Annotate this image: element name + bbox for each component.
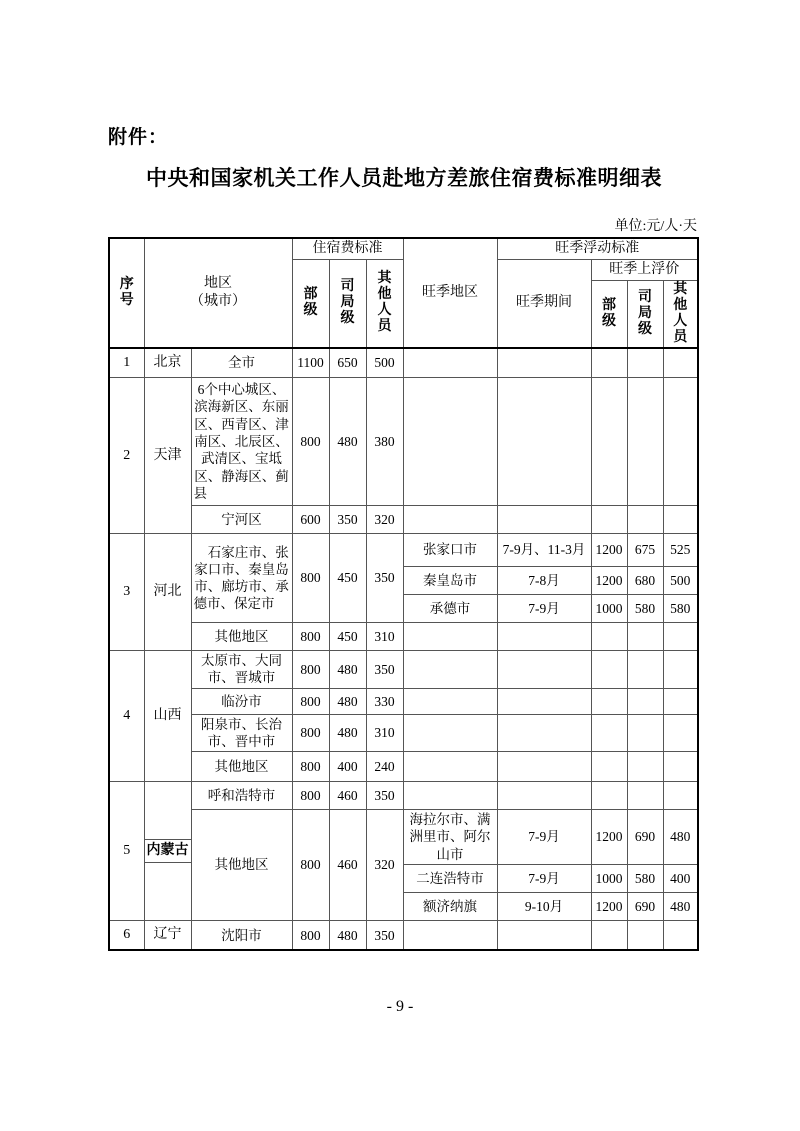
cell-minister: 800 bbox=[292, 688, 329, 714]
cell-city: 全市 bbox=[191, 348, 292, 378]
cell-peak-period bbox=[497, 348, 591, 378]
cell-peak-period bbox=[497, 714, 591, 752]
cell-peak-minister: 1200 bbox=[591, 892, 627, 920]
cell-city: 太原市、大同市、晋城市 bbox=[191, 651, 292, 689]
cell-minister: 800 bbox=[292, 623, 329, 651]
cell-peak-bureau bbox=[627, 348, 663, 378]
unit-note: 单位:元/人·天 bbox=[614, 219, 697, 234]
cell-seq: 5 bbox=[109, 782, 144, 921]
cell-peak-period bbox=[497, 378, 591, 506]
cell-province: 河北 bbox=[144, 534, 191, 651]
cell-peak-other bbox=[663, 378, 698, 506]
cell-minister: 800 bbox=[292, 920, 329, 950]
cell-peak-bureau: 580 bbox=[627, 595, 663, 623]
cell-peak-other: 525 bbox=[663, 534, 698, 567]
header-row-1 bbox=[109, 238, 698, 259]
cell-peak-minister bbox=[591, 378, 627, 506]
cell-peak-period: 7-9月、11-3月 bbox=[497, 534, 591, 567]
cell-peak-region bbox=[403, 752, 497, 782]
cell-province: 辽宁 bbox=[144, 920, 191, 950]
cell-peak-other bbox=[663, 651, 698, 689]
cell-minister: 800 bbox=[292, 752, 329, 782]
province-split bbox=[145, 839, 191, 863]
cell-city: 沈阳市 bbox=[191, 920, 292, 950]
cell-city: 石家庄市、张家口市、秦皇岛市、廊坊市、承德市、保定市 bbox=[191, 534, 292, 623]
cell-peak-region bbox=[403, 651, 497, 689]
cell-minister: 800 bbox=[292, 782, 329, 810]
table-row bbox=[109, 651, 698, 689]
cell-city: 临汾市 bbox=[191, 688, 292, 714]
cell-peak-region bbox=[403, 688, 497, 714]
cell-seq: 4 bbox=[109, 651, 144, 782]
cell-peak-region bbox=[403, 378, 497, 506]
cell-other: 310 bbox=[366, 714, 403, 752]
table-body bbox=[109, 348, 698, 951]
header-lodging-group: 住宿费标准 bbox=[292, 238, 403, 259]
page-number: - 9 - bbox=[386, 998, 414, 1015]
lodging-standards-table bbox=[108, 237, 699, 951]
cell-bureau: 450 bbox=[329, 534, 366, 623]
cell-peak-bureau bbox=[627, 651, 663, 689]
cell-peak-region: 海拉尔市、满洲里市、阿尔山市 bbox=[403, 810, 497, 865]
cell-peak-other bbox=[663, 752, 698, 782]
header-peak-group: 旺季浮动标准 bbox=[497, 238, 698, 259]
table-head bbox=[109, 238, 698, 348]
table-row bbox=[109, 810, 698, 865]
cell-peak-minister bbox=[591, 623, 627, 651]
cell-minister: 800 bbox=[292, 810, 329, 921]
header-lodging-bureau: 司局级 bbox=[329, 259, 366, 347]
cell-minister: 800 bbox=[292, 714, 329, 752]
cell-peak-minister bbox=[591, 651, 627, 689]
cell-peak-other bbox=[663, 714, 698, 752]
cell-minister: 800 bbox=[292, 534, 329, 623]
cell-bureau: 650 bbox=[329, 348, 366, 378]
table-row bbox=[109, 623, 698, 651]
cell-peak-region bbox=[403, 920, 497, 950]
header-peak-minister: 部级 bbox=[591, 280, 627, 347]
province-label: 内蒙古 bbox=[145, 839, 191, 863]
cell-peak-bureau bbox=[627, 688, 663, 714]
header-peak-period: 旺季期间 bbox=[497, 259, 591, 347]
table-row bbox=[109, 752, 698, 782]
cell-peak-minister: 1000 bbox=[591, 864, 627, 892]
cell-bureau: 480 bbox=[329, 920, 366, 950]
cell-other: 350 bbox=[366, 782, 403, 810]
cell-seq: 2 bbox=[109, 378, 144, 534]
cell-city: 其他地区 bbox=[191, 752, 292, 782]
cell-peak-other bbox=[663, 782, 698, 810]
cell-province: 北京 bbox=[144, 348, 191, 378]
cell-peak-minister: 1200 bbox=[591, 567, 627, 595]
cell-seq: 6 bbox=[109, 920, 144, 950]
cell-peak-bureau: 675 bbox=[627, 534, 663, 567]
cell-other: 350 bbox=[366, 534, 403, 623]
header-peak-other: 其他人员 bbox=[663, 280, 698, 347]
cell-peak-period bbox=[497, 688, 591, 714]
cell-peak-region bbox=[403, 348, 497, 378]
cell-peak-bureau: 690 bbox=[627, 810, 663, 865]
cell-other: 320 bbox=[366, 810, 403, 921]
header-peak-bureau: 司局级 bbox=[627, 280, 663, 347]
table-row bbox=[109, 782, 698, 810]
cell-bureau: 400 bbox=[329, 752, 366, 782]
table-row bbox=[109, 506, 698, 534]
cell-other: 240 bbox=[366, 752, 403, 782]
cell-peak-region: 额济纳旗 bbox=[403, 892, 497, 920]
cell-peak-bureau: 690 bbox=[627, 892, 663, 920]
table-row bbox=[109, 920, 698, 950]
attachment-label: 附件： bbox=[108, 127, 169, 148]
table-row bbox=[109, 714, 698, 752]
cell-city: 阳泉市、长治市、晋中市 bbox=[191, 714, 292, 752]
cell-other: 330 bbox=[366, 688, 403, 714]
cell-peak-bureau bbox=[627, 920, 663, 950]
cell-minister: 800 bbox=[292, 651, 329, 689]
cell-peak-period: 7-9月 bbox=[497, 810, 591, 865]
cell-peak-other bbox=[663, 506, 698, 534]
cell-seq: 3 bbox=[109, 534, 144, 651]
cell-minister: 600 bbox=[292, 506, 329, 534]
cell-peak-minister bbox=[591, 348, 627, 378]
cell-other: 500 bbox=[366, 348, 403, 378]
cell-province: 山西 bbox=[144, 651, 191, 782]
page-title: 中央和国家机关工作人员赴地方差旅住宿费标准明细表 bbox=[146, 166, 662, 190]
header-lodging-other: 其他人员 bbox=[366, 259, 403, 347]
cell-bureau: 480 bbox=[329, 688, 366, 714]
cell-peak-region: 二连浩特市 bbox=[403, 864, 497, 892]
cell-peak-period bbox=[497, 506, 591, 534]
cell-peak-other bbox=[663, 688, 698, 714]
cell-peak-region bbox=[403, 782, 497, 810]
cell-peak-bureau: 680 bbox=[627, 567, 663, 595]
cell-peak-region bbox=[403, 714, 497, 752]
cell-peak-other bbox=[663, 348, 698, 378]
cell-province: 天津 bbox=[144, 378, 191, 534]
cell-peak-region: 承德市 bbox=[403, 595, 497, 623]
cell-peak-bureau bbox=[627, 378, 663, 506]
cell-peak-bureau bbox=[627, 782, 663, 810]
cell-peak-period: 7-9月 bbox=[497, 864, 591, 892]
header-region-line1: 地区 bbox=[204, 275, 232, 291]
cell-peak-minister bbox=[591, 752, 627, 782]
header-peak-region: 旺季地区 bbox=[403, 238, 497, 348]
cell-peak-bureau bbox=[627, 714, 663, 752]
cell-bureau: 480 bbox=[329, 378, 366, 506]
cell-peak-period: 7-8月 bbox=[497, 567, 591, 595]
cell-peak-bureau bbox=[627, 506, 663, 534]
cell-peak-period: 7-9月 bbox=[497, 595, 591, 623]
cell-peak-period bbox=[497, 651, 591, 689]
cell-peak-minister: 1000 bbox=[591, 595, 627, 623]
table-row bbox=[109, 378, 698, 506]
lodging-standards-table-wrap bbox=[108, 237, 697, 951]
cell-peak-period bbox=[497, 782, 591, 810]
cell-peak-period bbox=[497, 920, 591, 950]
cell-peak-bureau: 580 bbox=[627, 864, 663, 892]
cell-bureau: 450 bbox=[329, 623, 366, 651]
table-row bbox=[109, 348, 698, 378]
cell-other: 350 bbox=[366, 920, 403, 950]
cell-other: 350 bbox=[366, 651, 403, 689]
cell-peak-period bbox=[497, 623, 591, 651]
cell-bureau: 350 bbox=[329, 506, 366, 534]
cell-peak-region: 秦皇岛市 bbox=[403, 567, 497, 595]
cell-city: 宁河区 bbox=[191, 506, 292, 534]
cell-province bbox=[144, 782, 191, 921]
cell-bureau: 480 bbox=[329, 714, 366, 752]
cell-other: 320 bbox=[366, 506, 403, 534]
cell-city: 其他地区 bbox=[191, 810, 292, 921]
cell-minister: 1100 bbox=[292, 348, 329, 378]
cell-peak-minister bbox=[591, 688, 627, 714]
cell-peak-region bbox=[403, 506, 497, 534]
header-seq: 序号 bbox=[109, 238, 144, 348]
cell-peak-other: 480 bbox=[663, 810, 698, 865]
cell-peak-period bbox=[497, 752, 591, 782]
cell-peak-other: 480 bbox=[663, 892, 698, 920]
header-region bbox=[144, 238, 292, 348]
cell-other: 380 bbox=[366, 378, 403, 506]
cell-peak-minister bbox=[591, 506, 627, 534]
cell-peak-other bbox=[663, 920, 698, 950]
cell-bureau: 480 bbox=[329, 651, 366, 689]
cell-peak-other bbox=[663, 623, 698, 651]
header-region-line2: （城市） bbox=[190, 293, 246, 309]
cell-bureau: 460 bbox=[329, 810, 366, 921]
cell-peak-other: 580 bbox=[663, 595, 698, 623]
cell-city: 6个中心城区、滨海新区、东丽区、西青区、津南区、北辰区、武清区、宝坻区、静海区、蓟县 bbox=[191, 378, 292, 506]
cell-peak-region bbox=[403, 623, 497, 651]
table-row bbox=[109, 534, 698, 567]
cell-peak-minister bbox=[591, 714, 627, 752]
cell-minister: 800 bbox=[292, 378, 329, 506]
cell-city: 呼和浩特市 bbox=[191, 782, 292, 810]
cell-seq: 1 bbox=[109, 348, 144, 378]
cell-peak-period: 9-10月 bbox=[497, 892, 591, 920]
cell-peak-region: 张家口市 bbox=[403, 534, 497, 567]
cell-other: 310 bbox=[366, 623, 403, 651]
cell-peak-bureau bbox=[627, 623, 663, 651]
cell-peak-minister bbox=[591, 782, 627, 810]
header-peak-uplift-group: 旺季上浮价 bbox=[591, 259, 698, 280]
cell-bureau: 460 bbox=[329, 782, 366, 810]
cell-peak-bureau bbox=[627, 752, 663, 782]
header-lodging-minister: 部级 bbox=[292, 259, 329, 347]
cell-city: 其他地区 bbox=[191, 623, 292, 651]
cell-peak-minister: 1200 bbox=[591, 810, 627, 865]
cell-peak-minister: 1200 bbox=[591, 534, 627, 567]
table-row bbox=[109, 688, 698, 714]
cell-peak-minister bbox=[591, 920, 627, 950]
cell-peak-other: 400 bbox=[663, 864, 698, 892]
cell-peak-other: 500 bbox=[663, 567, 698, 595]
